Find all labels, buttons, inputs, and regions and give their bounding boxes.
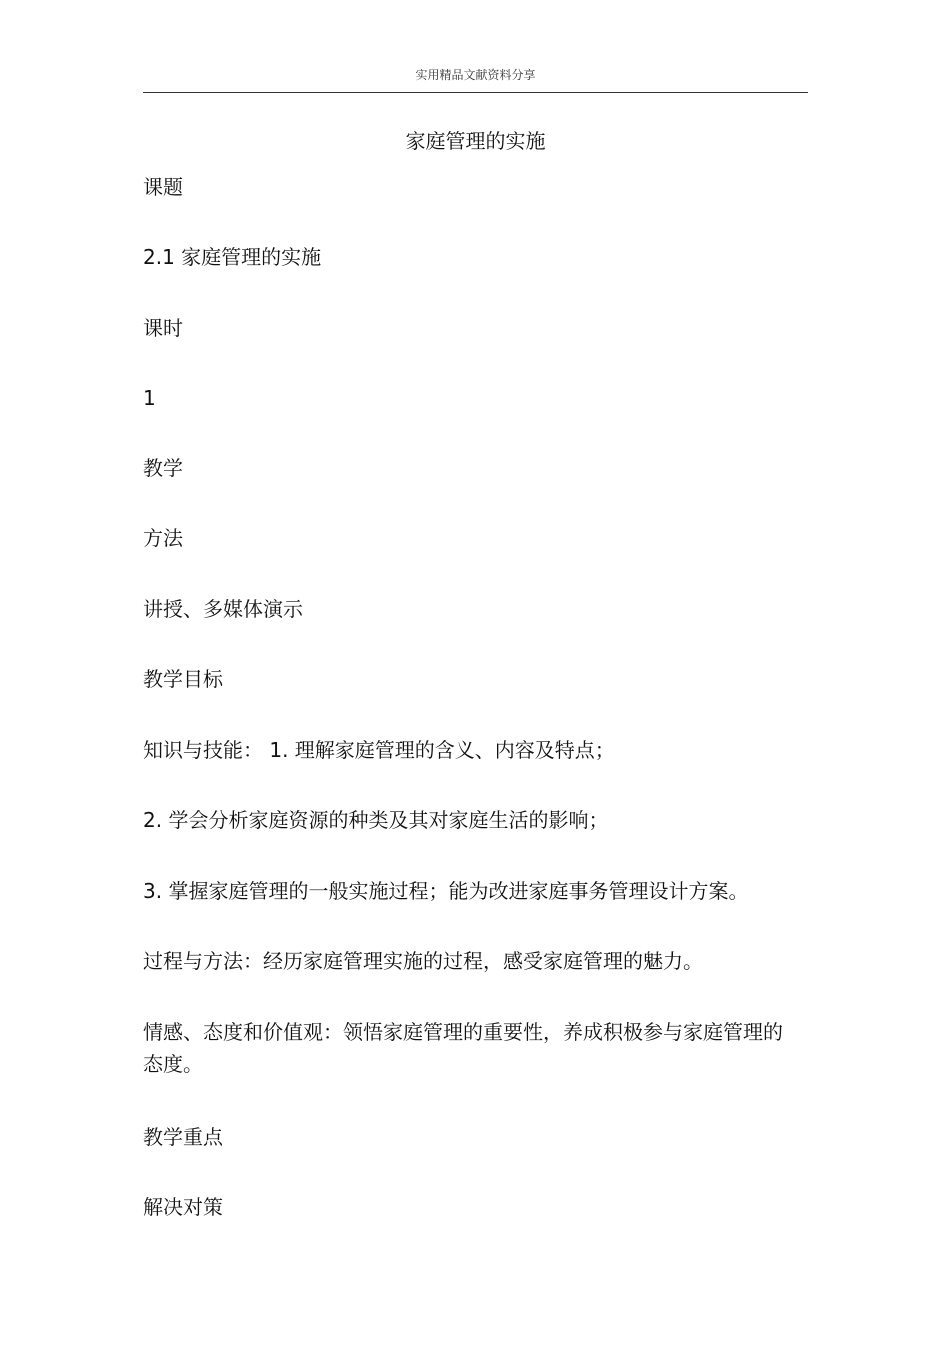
objective-knowledge-3: 3. 掌握家庭管理的一般实施过程；能为改进家庭事务管理设计方案。 (143, 879, 749, 903)
label-topic: 课题 (143, 175, 183, 199)
objective-attitude: 情感、态度和价值观：领悟家庭管理的重要性，养成积极参与家庭管理的态度。 (143, 1020, 783, 1076)
periods-value: 1 (143, 386, 156, 410)
objective-knowledge-1: 知识与技能： 1. 理解家庭管理的含义、内容及特点； (143, 738, 615, 762)
page-header: 实用精品文献资料分享 (143, 66, 808, 93)
method-value: 讲授、多媒体演示 (143, 597, 303, 621)
document-title: 家庭管理的实施 (405, 129, 546, 153)
label-teaching: 教学 (143, 456, 183, 480)
label-periods: 课时 (143, 316, 183, 340)
label-solutions: 解决对策 (143, 1195, 223, 1219)
label-objectives: 教学目标 (143, 667, 223, 691)
label-method: 方法 (143, 526, 183, 550)
objective-process: 过程与方法：经历家庭管理实施的过程，感受家庭管理的魅力。 (143, 949, 703, 973)
label-key-points: 教学重点 (143, 1125, 223, 1149)
objective-knowledge-2: 2. 学会分析家庭资源的种类及其对家庭生活的影响； (143, 808, 609, 832)
topic-value: 2.1 家庭管理的实施 (143, 245, 322, 269)
